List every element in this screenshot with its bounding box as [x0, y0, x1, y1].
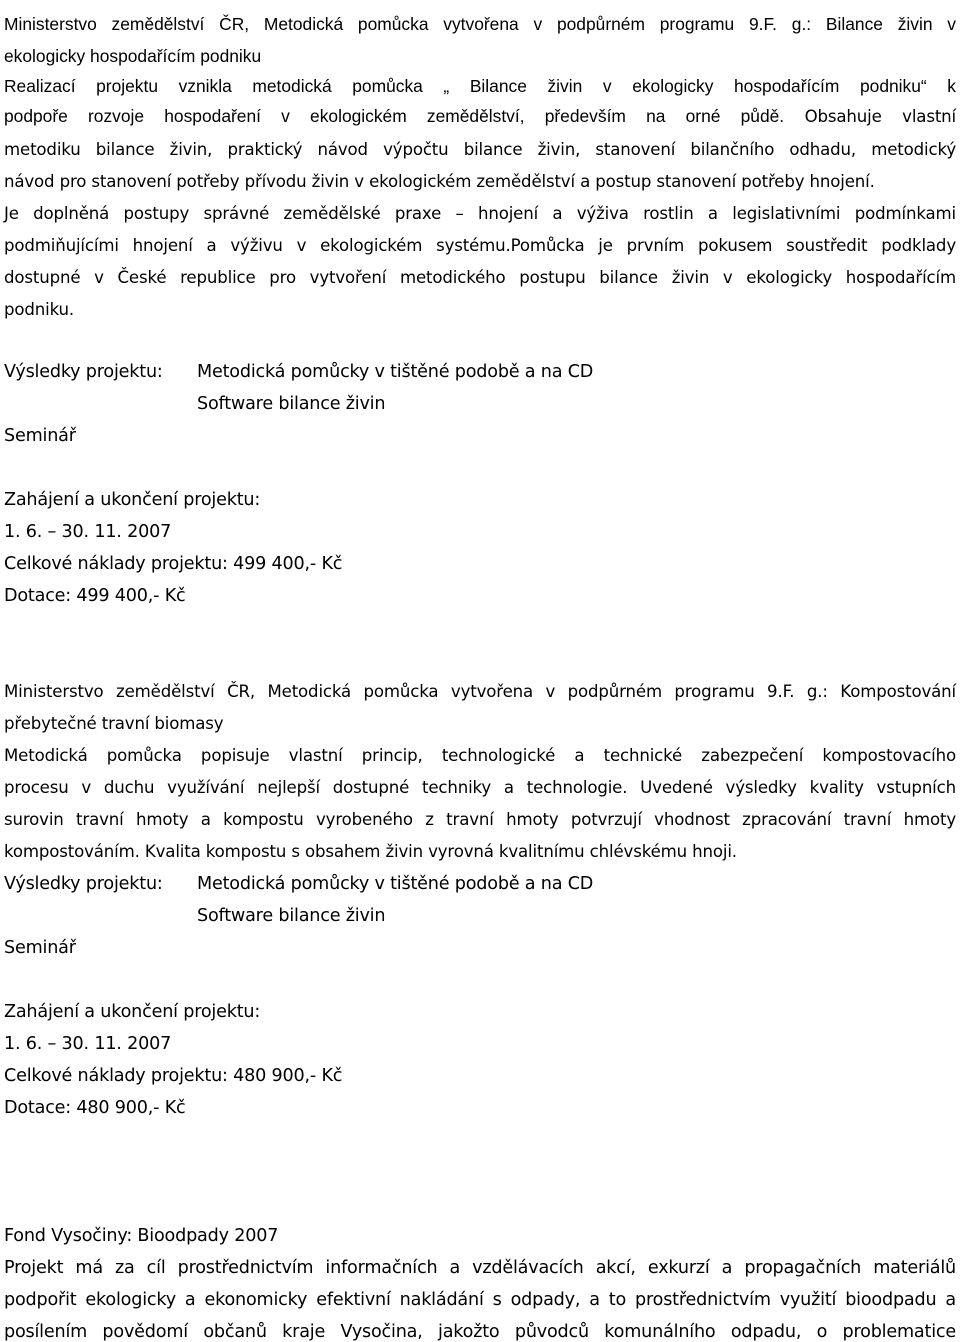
section2-body-line4: kompostováním. Kvalita kompostu s obsahem živin vyrovná kvalitnímu chlévskému hnoji.: [4, 842, 737, 861]
section2-heading-line2: přebytečné travní biomasy: [4, 714, 224, 733]
section2-body-line1: Metodická pomůcka popisuje vlastní princip, technologické a technické zabezpečení kompostovacího: [4, 746, 956, 765]
section1-body-line6: podmiňujícími hnojení a výživu v ekologickém systému.Pomůcka je prvním pokusem soustředit podklady: [4, 236, 956, 255]
section3-body-line1: Projekt má za cíl prostřednictvím informačních a vzdělávacích akcí, exkurzí a propagačních materiálů: [4, 1258, 956, 1278]
section2-costs: Celkové náklady projektu: 480 900,- Kč: [4, 1066, 343, 1086]
section2-body-line2: procesu v duchu využívání nejlepší dostupné techniky a technologie. Uvedené výsledky kvality vstupních: [4, 778, 956, 797]
section2-dates: 1. 6. – 30. 11. 2007: [4, 1034, 172, 1054]
section1-intro-line2: [4, 106, 956, 127]
section1-body-line3: metodiku bilance živin, praktický návod výpočtu bilance živin, stanovení bilančního odhadu, metodický: [4, 140, 956, 159]
section1-body-line8: podniku.: [4, 300, 75, 319]
section1-body-line5: Je doplněná postupy správné zemědělské praxe – hnojení a výživa rostlin a legislativními podmínkami: [4, 204, 956, 223]
section1-intro-line1: Realizací projektu vznikla metodická pomůcka „ Bilance živin v ekologicky hospodařícím podniku“ k: [4, 76, 956, 96]
section1-results-label: Výsledky projektu:: [4, 362, 163, 382]
section1-dates: 1. 6. – 30. 11. 2007: [4, 522, 172, 542]
section1-dates-label: Zahájení a ukončení projektu:: [4, 490, 261, 510]
section3-body-line2: podpořit ekologicky a ekonomicky efektivní nakládání s odpady, a to prostřednictvím využití bioodpadu a: [4, 1290, 956, 1310]
section2-subsidy: Dotace: 480 900,- Kč: [4, 1098, 186, 1118]
section1-body-line4: návod pro stanovení potřeby přívodu živin v ekologickém zemědělství a postup stanovení potřeby hnojení.: [4, 172, 875, 191]
section1-result-2: Software bilance živin: [197, 394, 386, 414]
section2-results-label: Výsledky projektu:: [4, 874, 163, 894]
section1-result-1: Metodická pomůcky v tištěné podobě a na CD: [197, 362, 594, 382]
section2-result-3: Seminář: [4, 938, 76, 958]
section1-subsidy: Dotace: 499 400,- Kč: [4, 586, 186, 606]
section1-heading-line2: ekologicky hospodařícím podniku: [4, 46, 262, 66]
section3-heading: Fond Vysočiny: Bioodpady 2007: [4, 1226, 279, 1246]
section1-costs: Celkové náklady projektu: 499 400,- Kč: [4, 554, 343, 574]
section2-body-line3: surovin travní hmoty a kompostu vyrobeného z travní hmoty potvrzují vhodnost zpracování travní hmoty: [4, 810, 956, 829]
section1-intro-line2a: podpoře rozvoje hospodaření v ekologickém zemědělství, především na orné půdě.: [4, 106, 785, 126]
section2-result-1: Metodická pomůcky v tištěné podobě a na CD: [197, 874, 594, 894]
section1-body-line7: dostupné v České republice pro vytvoření metodického postupu bilance živin v ekologicky hospodařícím: [4, 268, 956, 287]
section2-result-2: Software bilance živin: [197, 906, 386, 926]
section2-heading-line1: Ministerstvo zemědělství ČR, Metodická pomůcka vytvořena v podpůrném programu 9.F. g.: Kompostování: [4, 682, 956, 701]
section1-result-3: Seminář: [4, 426, 76, 446]
section1-heading-line1: Ministerstvo zemědělství ČR, Metodická pomůcka vytvořena v podpůrném programu 9.F. g.: Bilance živin v: [4, 14, 956, 34]
section3-body-line3: posílením povědomí občanů kraje Vysočina, jakožto původců komunálního odpadu, o problematice: [4, 1322, 956, 1342]
section1-intro-line2b: Obsahuje vlastní: [784, 107, 956, 126]
section2-dates-label: Zahájení a ukončení projektu:: [4, 1002, 261, 1022]
